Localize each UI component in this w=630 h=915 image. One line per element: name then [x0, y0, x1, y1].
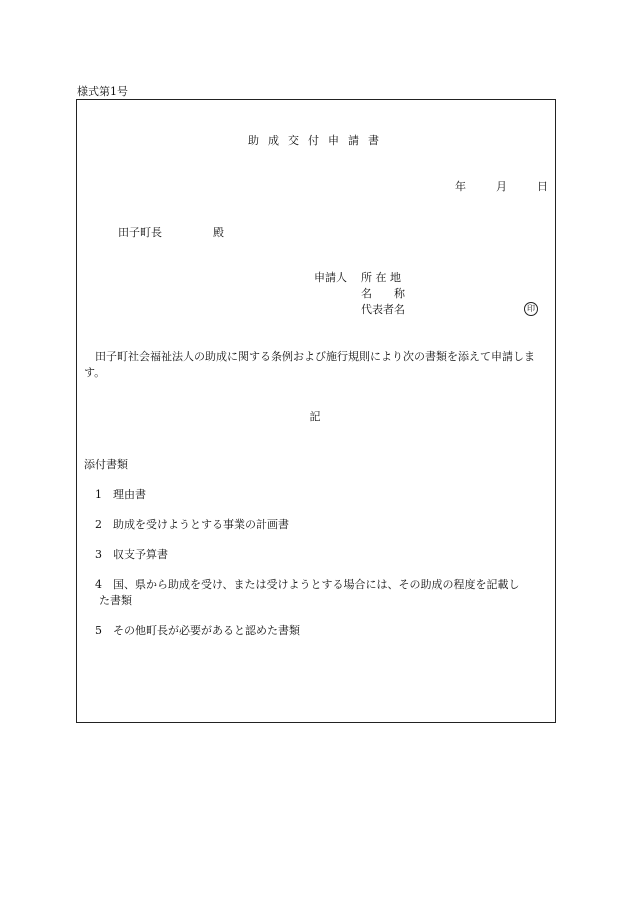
attachment-item: 収支予算書 — [113, 548, 168, 561]
attachment-number: 1 — [95, 488, 102, 501]
attachments-heading: 添付書類 — [84, 458, 128, 471]
attachment-item: 国、県から助成を受け、または受けようとする場合には、その助成の程度を記載し — [113, 578, 520, 591]
attachment-item-continuation: た書類 — [99, 594, 132, 607]
attachment-item: 理由書 — [113, 488, 146, 501]
attachment-item: その他町長が必要があると認めた書類 — [113, 624, 300, 637]
addressee: 田子町長 — [118, 226, 162, 239]
representative-label: 代表者名 — [361, 303, 405, 316]
seal-mark: 印 — [524, 302, 538, 316]
applicant-label: 申請人 — [314, 271, 347, 284]
address-label: 所 在 地 — [361, 271, 401, 284]
attachment-item: 助成を受けようとする事業の計画書 — [113, 518, 289, 531]
attachment-number: 4 — [95, 578, 102, 591]
attachment-number: 2 — [95, 518, 102, 531]
attachment-number: 5 — [95, 624, 102, 637]
name-label: 名 称 — [361, 287, 405, 300]
date-year-label: 年 — [455, 180, 466, 193]
attachment-number: 3 — [95, 548, 102, 561]
date-month-label: 月 — [496, 180, 507, 193]
form-title: 助成交付申請書 — [248, 134, 388, 147]
ki-heading: 記 — [309, 410, 321, 423]
date-day-label: 日 — [537, 180, 548, 193]
form-number: 様式第1号 — [77, 85, 128, 98]
honorific: 殿 — [213, 226, 224, 239]
application-statement: 田子町社会福祉法人の助成に関する条例および施行規則により次の書類を添えて申請します。 — [84, 350, 535, 379]
date-row — [455, 181, 548, 192]
